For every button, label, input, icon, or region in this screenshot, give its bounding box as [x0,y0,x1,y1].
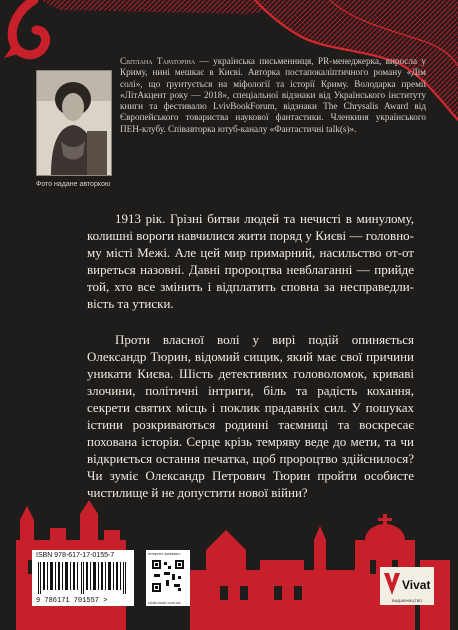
author-bio [120,56,426,135]
qr-code-block [146,550,190,606]
qr-url: vivat-book.com.ua [148,600,181,605]
qr-label: інтернет-магазин: [148,551,181,556]
barcode-icon [38,562,128,594]
bio-paragraph [120,56,426,135]
isbn-label: ISBN 978-617-17-0155-7 [36,552,115,559]
vivat-v-icon [384,573,400,595]
annotation-paragraph-2: Проти власної волі у вирі подій опиняється Олександр Тюрин, відомий сищик, який має свої причини уникати Києва. Шість детективних головоломок, криваві злочини, політичні інтриги, біль та радість кохання, секрети святих місць і поклик прадавніх сил. У пошуках істини розкриваються родинні таємниці та воскресає похована історія. Серце крізь темряву веде до мети, та чи відкриється остання печатка, щоб пророцтво здійснилося? Чи зуміє Олександр Петрович Тюрин пройти особисте чистилище й не допустити нової війни? [87,332,414,500]
photo-caption: Фото надане авторкою [36,181,111,188]
bio-text: — українська письменниця, PR-менеджерка, виросла у Криму, нині мешкає в Києві. Авторка постапокаліптичного роману «Дім солі», що ґрунтується на міфології та історії Криму. Володарка премії «ЛітАкцент року — 2018», спеціальної відзнаки від Українського інституту книги та фестивалю LvivBookForum, відзнаки The Chrysalis Award від Європейського товариства наукової фантастики. Членкиня українського ПЕН-клубу. Співавторка ютуб-каналу «Фантастичні talk(s)». [120,56,426,134]
isbn-digits: 9 786171 701557 > [36,597,108,605]
isbn-barcode [32,550,134,606]
author-name: Світлана Тараторіна [120,56,196,66]
publisher-logo [380,567,434,605]
author-portrait-image [37,71,111,175]
annotation-paragraph-1: 1913 рік. Грізні битви людей та нечисті в минулому, колишні вороги навчилися жити поряд у Києві — головному місті Межі. Але цей мир примарний, насильство от-от виреться назовні. Давні пророцтва невблаганні — прийде той, хто все змінить і відплатить сповна за несправедливість та утиски. [87,211,414,311]
book-annotation [87,210,414,501]
publisher-name: Vivat [402,578,431,592]
qr-code-icon [152,560,184,592]
publisher-subtitle: ВИДАВНИЦТВО [392,598,423,603]
author-photo [36,70,112,176]
